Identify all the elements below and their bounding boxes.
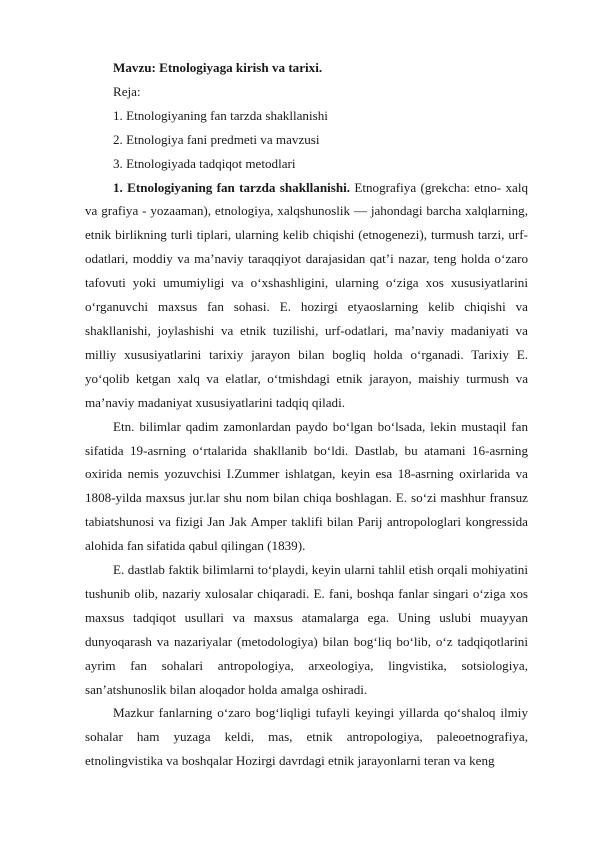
paragraph: E. dastlab faktik bilimlarni to‘playdi, keyin ularni tahlil etish orqali mohiyatini tushunib olib, nazariy xulosalar chiqaradi. E. fani, boshqa fanlar singari o‘ziga xos maxsus tadqiqot usullari va maxsus atamalarga ega. Uning uslubi muayyan dunyoqarash va nazariyalar (metodologiya) bilan bog‘liq bo‘lib, o‘z tadqiqotlarini ayrim fan sohalari antropologiya, arxeologiya, lingvistika, sotsiologiya, san’atshunoslik bilan aloqador holda amalga oshiradi. bbox=[85, 562, 528, 697]
paragraph: Mazkur fanlarning o‘zaro bog‘liqligi tufayli keyingi yillarda qo‘shaloq ilmiy sohalar ham yuzaga keldi, mas, etnik antropologiya, paleoetnografiya, etnolingvistika va boshqalar Hozirgi davrdagi etnik jarayonlarni teran va keng bbox=[85, 705, 528, 769]
document-page bbox=[85, 56, 528, 773]
paragraph bbox=[85, 176, 528, 415]
section-heading: 1. Etnologiyaning fan tarzda shakllanishi. bbox=[113, 179, 351, 195]
plan-item: 1. Etnologiyaning fan tarzda shakllanishi bbox=[113, 107, 328, 123]
paragraph: Etn. bilimlar qadim zamonlardan paydo bo‘lgan bo‘lsada, lekin mustaqil fan sifatida 19-asrning o‘rtalarida shakllanib bo‘ldi. Dastlab, bu atamani 16-asrning oxirida nemis yozuvchisi I.Zummer ishlatgan, keyin esa 18-asrning oxirlarida va 1808-yilda maxsus jur.lar shu nom bilan chiqa boshlagan. E. so‘zi mashhur fransuz tabiatshunosi va fizigi Jan Jak Amper taklifi bilan Parij antropologlari kongressida alohida fan sifatida qabul qilingan (1839). bbox=[85, 418, 528, 554]
paragraph-text: Etnografiya (grekcha: etno- xalq va grafiya - yozaaman), etnologiya, xalqshunoslik — jahondagi barcha xalqlarning, etnik birlikning turli tiplari, ularning kelib chiqishi (etnogenezi), turmush tarzi, urf-odatlari, moddiy va ma’naviy taraqqiyot darajasidan qat’i nazar, teng holda o‘zaro tafovuti yoki umumiyligi va o‘xshashligini, ularning o‘ziga xos xususiyatlarini o‘rganuvchi maxsus fan sohasi. E. hozirgi etyaoslarning kelib chiqishi va shakllanishi, joylashishi va etnik tuzilishi, urf-odatlari, ma’naviy madaniyati va milliy xususiyatlarini tarixiy jarayon bilan bogliq holda o‘rganadi. Tarixiy E. yo‘qolib ketgan xalq va elatlar, o‘tmishdagi etnik jarayon, maishiy turmush va ma’naviy madaniyat xususiyatlarini tadqiq qiladi. bbox=[85, 179, 528, 410]
plan-label: Reja: bbox=[113, 83, 141, 99]
plan-item: 2. Etnologiya fani predmeti va mavzusi bbox=[113, 131, 320, 147]
plan-item: 3. Etnologiyada tadqiqot metodlari bbox=[113, 155, 296, 171]
document-title: Mavzu: Etnologiyaga kirish va tarixi. bbox=[113, 60, 323, 75]
